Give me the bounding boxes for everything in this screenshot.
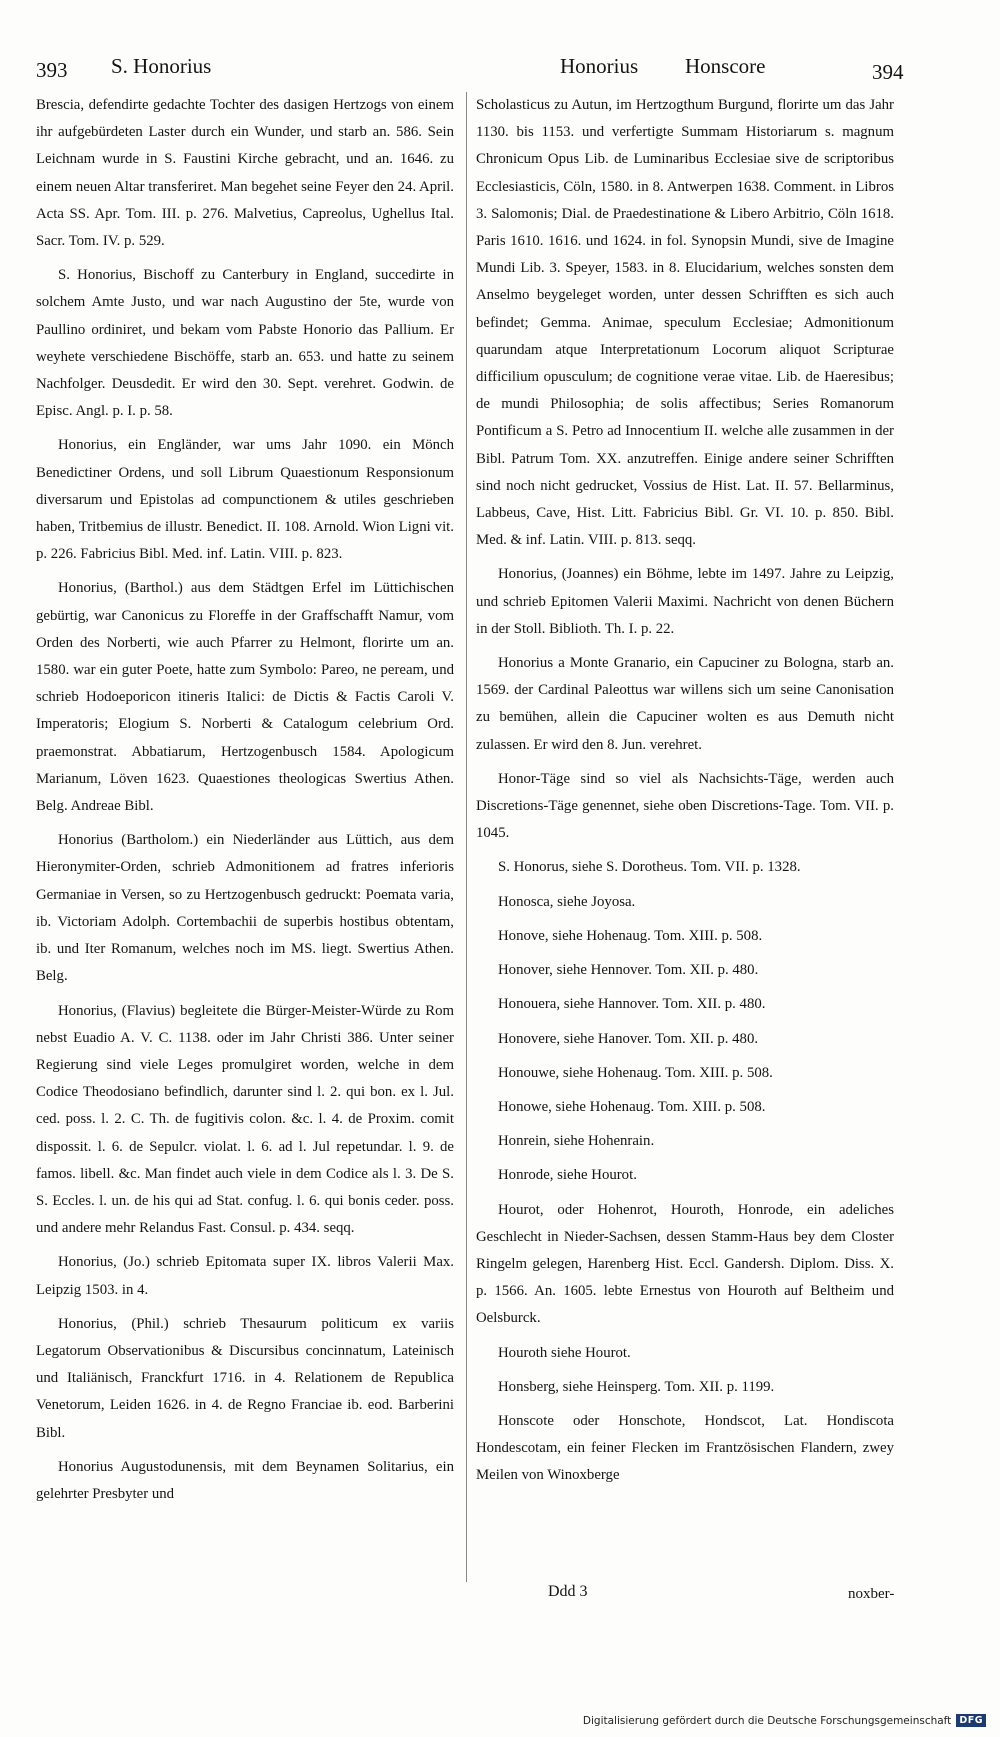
catchword: noxber- bbox=[848, 1586, 895, 1602]
entry: Honorius, (Joannes) ein Böhme, lebte im 1497. Jahre zu Leipzig, und schrieb Epitomen Valerii Maximi. Nachricht von denen Büchern in der Stoll. Biblioth. Th. I. p. 22. bbox=[476, 566, 894, 637]
page-number-left: 393 bbox=[36, 58, 68, 82]
entry: Honowe, siehe Hohenaug. Tom. XIII. p. 508. bbox=[498, 1098, 766, 1115]
dfg-logo-icon: DFG bbox=[956, 1714, 986, 1727]
entry: Honorius a Monte Granario, ein Capuciner zu Bologna, starb an. 1569. der Cardinal Paleottus war willens sich um seine Canonisation zu bemühen, allein die Capuciner wolten es aus Demuth nicht zulassen. Er wird den 8. Jun. verehret. bbox=[476, 655, 894, 753]
signature-mark: Ddd 3 bbox=[548, 1583, 588, 1600]
right-column bbox=[476, 92, 894, 1497]
entry: Scholasticus zu Autun, im Hertzogthum Burgund, florirte um das Jahr 1130. bis 1153. und verfertigte Summam Historiarum s. magnum Chronicum Opus Lib. de Luminaribus Ecclesiae sive de scriptoribus Ecclesiasticis, Cöln, 1580. in 8. Antwerpen 1638. Comment. in Libros 3. Salomonis; Dial. de Praedestinatione & Libero Arbitrio, Cöln 1618. Paris 1610. 1616. und 1624. in fol. Synopsin Mundi, sive de Imagine Mundi Lib. 3. Speyer, 1583. in 8. Elucidarium, welches sonsten dem Anselmo beygeleget worden, unter dessen Schrifften es sich auch befindet; Gemma. Animae, speculum Ecclesiae; Admonitionum quarundam atque Interpretationum Locorum aliquot Scripturae difficilium opusculum; de cognitione verae vitae. Lib. de Haeresibus; de mundi Philosophia; de solis affectibus; Series Romanorum Pontificum a S. Petro ad Innocentium II. welche alle zusammen in der Bibl. Patrum Tom. XX. anzutreffen. Einige andere seiner Schrifften sind noch nicht gedrucket, Vossius de Hist. Lat. II. 57. Bellarminus, Labbeus, Cave, Hist. Litt. Fabricius Bibl. Gr. VI. 10. p. 850. Bibl. Med. & inf. Latin. VIII. p. 813. seqq. bbox=[476, 97, 894, 549]
entry: Honrein, siehe Hohenrain. bbox=[498, 1133, 655, 1150]
header-right-label-2: Honscore bbox=[685, 54, 766, 78]
entry: Honorius, (Phil.) schrieb Thesaurum politicum ex variis Legatorum Observationibus & Discursibus concinnatum, Lateinisch und Italiänisch, Franckfurt 1716. in 4. Relationem de Republica Venetorum, Leiden 1626. in 4. de Regno Franciae ib. eod. Barberini Bibl. bbox=[36, 1315, 454, 1441]
entry: Honove, siehe Hohenaug. Tom. XIII. p. 508. bbox=[498, 927, 763, 944]
entry: Honorius, (Barthol.) aus dem Städtgen Erfel im Lüttichischen gebürtig, war Canonicus zu Floreffe in der Graffschafft Namur, vom Orden des Norberti, wie auch Pfarrer zu Helmont, florirte um an. 1580. war ein guter Poete, hatte zum Symbolo: Pareo, ne peream, und schrieb Hodoeporicon itineris Italici: de Dictis & Factis Caroli V. Imperatoris; Elogium S. Norberti & Catalogum celebrium Ord. praemonstrat. Abbatiarum, Hertzogenbusch 1584. Apologicum Marianum, Löven 1623. Quaestiones theologicas Swertius Athen. Belg. Andreae Bibl. bbox=[36, 580, 454, 815]
header-left-label: S. Honorius bbox=[111, 54, 212, 78]
entry: Honosca, siehe Joyosa. bbox=[498, 893, 636, 910]
entry: S. Honorus, siehe S. Dorotheus. Tom. VII. p. 1328. bbox=[498, 859, 801, 876]
entry: Honorius Augustodunensis, mit dem Beynamen Solitarius, ein gelehrter Presbyter und bbox=[36, 1458, 454, 1502]
entry: Honsberg, siehe Heinsperg. Tom. XII. p. 1199. bbox=[498, 1378, 775, 1395]
entry: Honouwe, siehe Hohenaug. Tom. XIII. p. 508. bbox=[498, 1064, 773, 1081]
column-divider bbox=[466, 92, 467, 1582]
footer-text: Digitalisierung gefördert durch die Deutsche Forschungsgemeinschaft bbox=[582, 1714, 952, 1727]
entry: Honovere, siehe Hanover. Tom. XII. p. 480. bbox=[498, 1030, 759, 1047]
entry: S. Honorius, Bischoff zu Canterbury in England, succedirte in solchem Amte Justo, und war nach Augustino der 5te, wurde von Paullino ordiniret, und bekam vom Pabste Honorio das Pallium. Er weyhete verschiedene Bischöffe, starb an. 653. und hatte zu seinem Nachfolger. Deusdedit. Er wird den 30. Sept. verehret. Godwin. de Episc. Angl. p. I. p. 58. bbox=[36, 267, 454, 420]
entry: Honover, siehe Hennover. Tom. XII. p. 480. bbox=[498, 962, 759, 979]
entry: Honouera, siehe Hannover. Tom. XII. p. 480. bbox=[498, 996, 766, 1013]
page-number-right: 394 bbox=[872, 60, 904, 84]
entry: Hourot, oder Hohenrot, Houroth, Honrode, ein adeliches Geschlecht in Nieder-Sachsen, dessen Stamm-Haus bey dem Closter Ringelm gelegen, Harenberg Hist. Eccl. Gandersh. Diplom. Diss. X. p. 1566. An. 1605. lebte Ernestus von Houroth auf Beltheim und Oelsburck. bbox=[476, 1201, 894, 1327]
entry: Honscote oder Honschote, Hondscot, Lat. Hondiscota Hondescotam, ein feiner Flecken im Frantzösischen Flandern, zwey Meilen von Winoxberge bbox=[476, 1412, 894, 1484]
entry: Honorius, (Flavius) begleitete die Bürger-Meister-Würde zu Rom nebst Euadio A. V. C. 1138. oder im Jahr Christi 386. Unter seiner Regierung sind viele Leges promulgiret worden, welche in dem Codice Theodosiano befindlich, darunter sind l. 2. qui bon. ex l. Jul. ced. poss. l. 2. C. Th. de fugitivis colon. &c. l. 4. de Proxim. comit dispossit. l. 6. de Sepulcr. violat. l. 6. ad l. Jul repetundar. l. 9. de famos. libell. &c. Man findet auch viele in dem Codice als l. 3. De S. S. Eccles. l. un. de his qui ad Stat. confug. l. 6. qui bonis ceder. poss. und andere mehr Relandus Fast. Consul. p. 434. seqq. bbox=[36, 1002, 454, 1237]
entry: Houroth siehe Hourot. bbox=[498, 1344, 631, 1361]
entry: Honorius (Bartholom.) ein Niederländer aus Lüttich, aus dem Hieronymiter-Orden, schrieb Admonitionem ad fratres inferioris Germaniae in Versen, so zu Hertzogenbusch gedruckt: Poemata varia, ib. Victoriam Adolph. Cortembachii de superbis hostibus obtentam, ib. und Iter Romanum, welches noch im MS. liegt. Swertius Athen. Belg. bbox=[36, 832, 454, 985]
header-right-label: Honorius bbox=[560, 54, 639, 78]
digitization-footer bbox=[583, 1714, 986, 1727]
entry: Brescia, defendirte gedachte Tochter des dasigen Hertzogs von einem ihr aufgebürdeten Laster durch ein Wunder, und starb an. 586. Sein Leichnam wurde in S. Faustini Kirche gebracht, und an. 1646. zu einem neuen Altar transferiret. Man begehet seine Feyer den 24. April. Acta SS. Apr. Tom. III. p. 276. Malvetius, Capreolus, Ughellus Ital. Sacr. Tom. IV. p. 529. bbox=[36, 97, 454, 250]
running-header bbox=[36, 54, 912, 94]
left-column bbox=[36, 92, 454, 1515]
entry: Honorius, (Jo.) schrieb Epitomata super IX. libros Valerii Max. Leipzig 1503. in 4. bbox=[36, 1254, 454, 1298]
entry: Honor-Täge sind so viel als Nachsichts-Täge, werden auch Discretions-Täge genennet, siehe oben Discretions-Tage. Tom. VII. p. 1045. bbox=[476, 770, 894, 842]
entry: Honorius, ein Engländer, war ums Jahr 1090. ein Mönch Benedictiner Ordens, und soll Librum Quaestionum Responsionum diversarum und Epistolas ad compunctionem & utiles geschrieben haben, Tritbemius de illustr. Benedict. II. 108. Arnold. Wion Ligni vit. p. 226. Fabricius Bibl. Med. inf. Latin. VIII. p. 823. bbox=[36, 437, 454, 563]
entry: Honrode, siehe Hourot. bbox=[498, 1167, 637, 1184]
